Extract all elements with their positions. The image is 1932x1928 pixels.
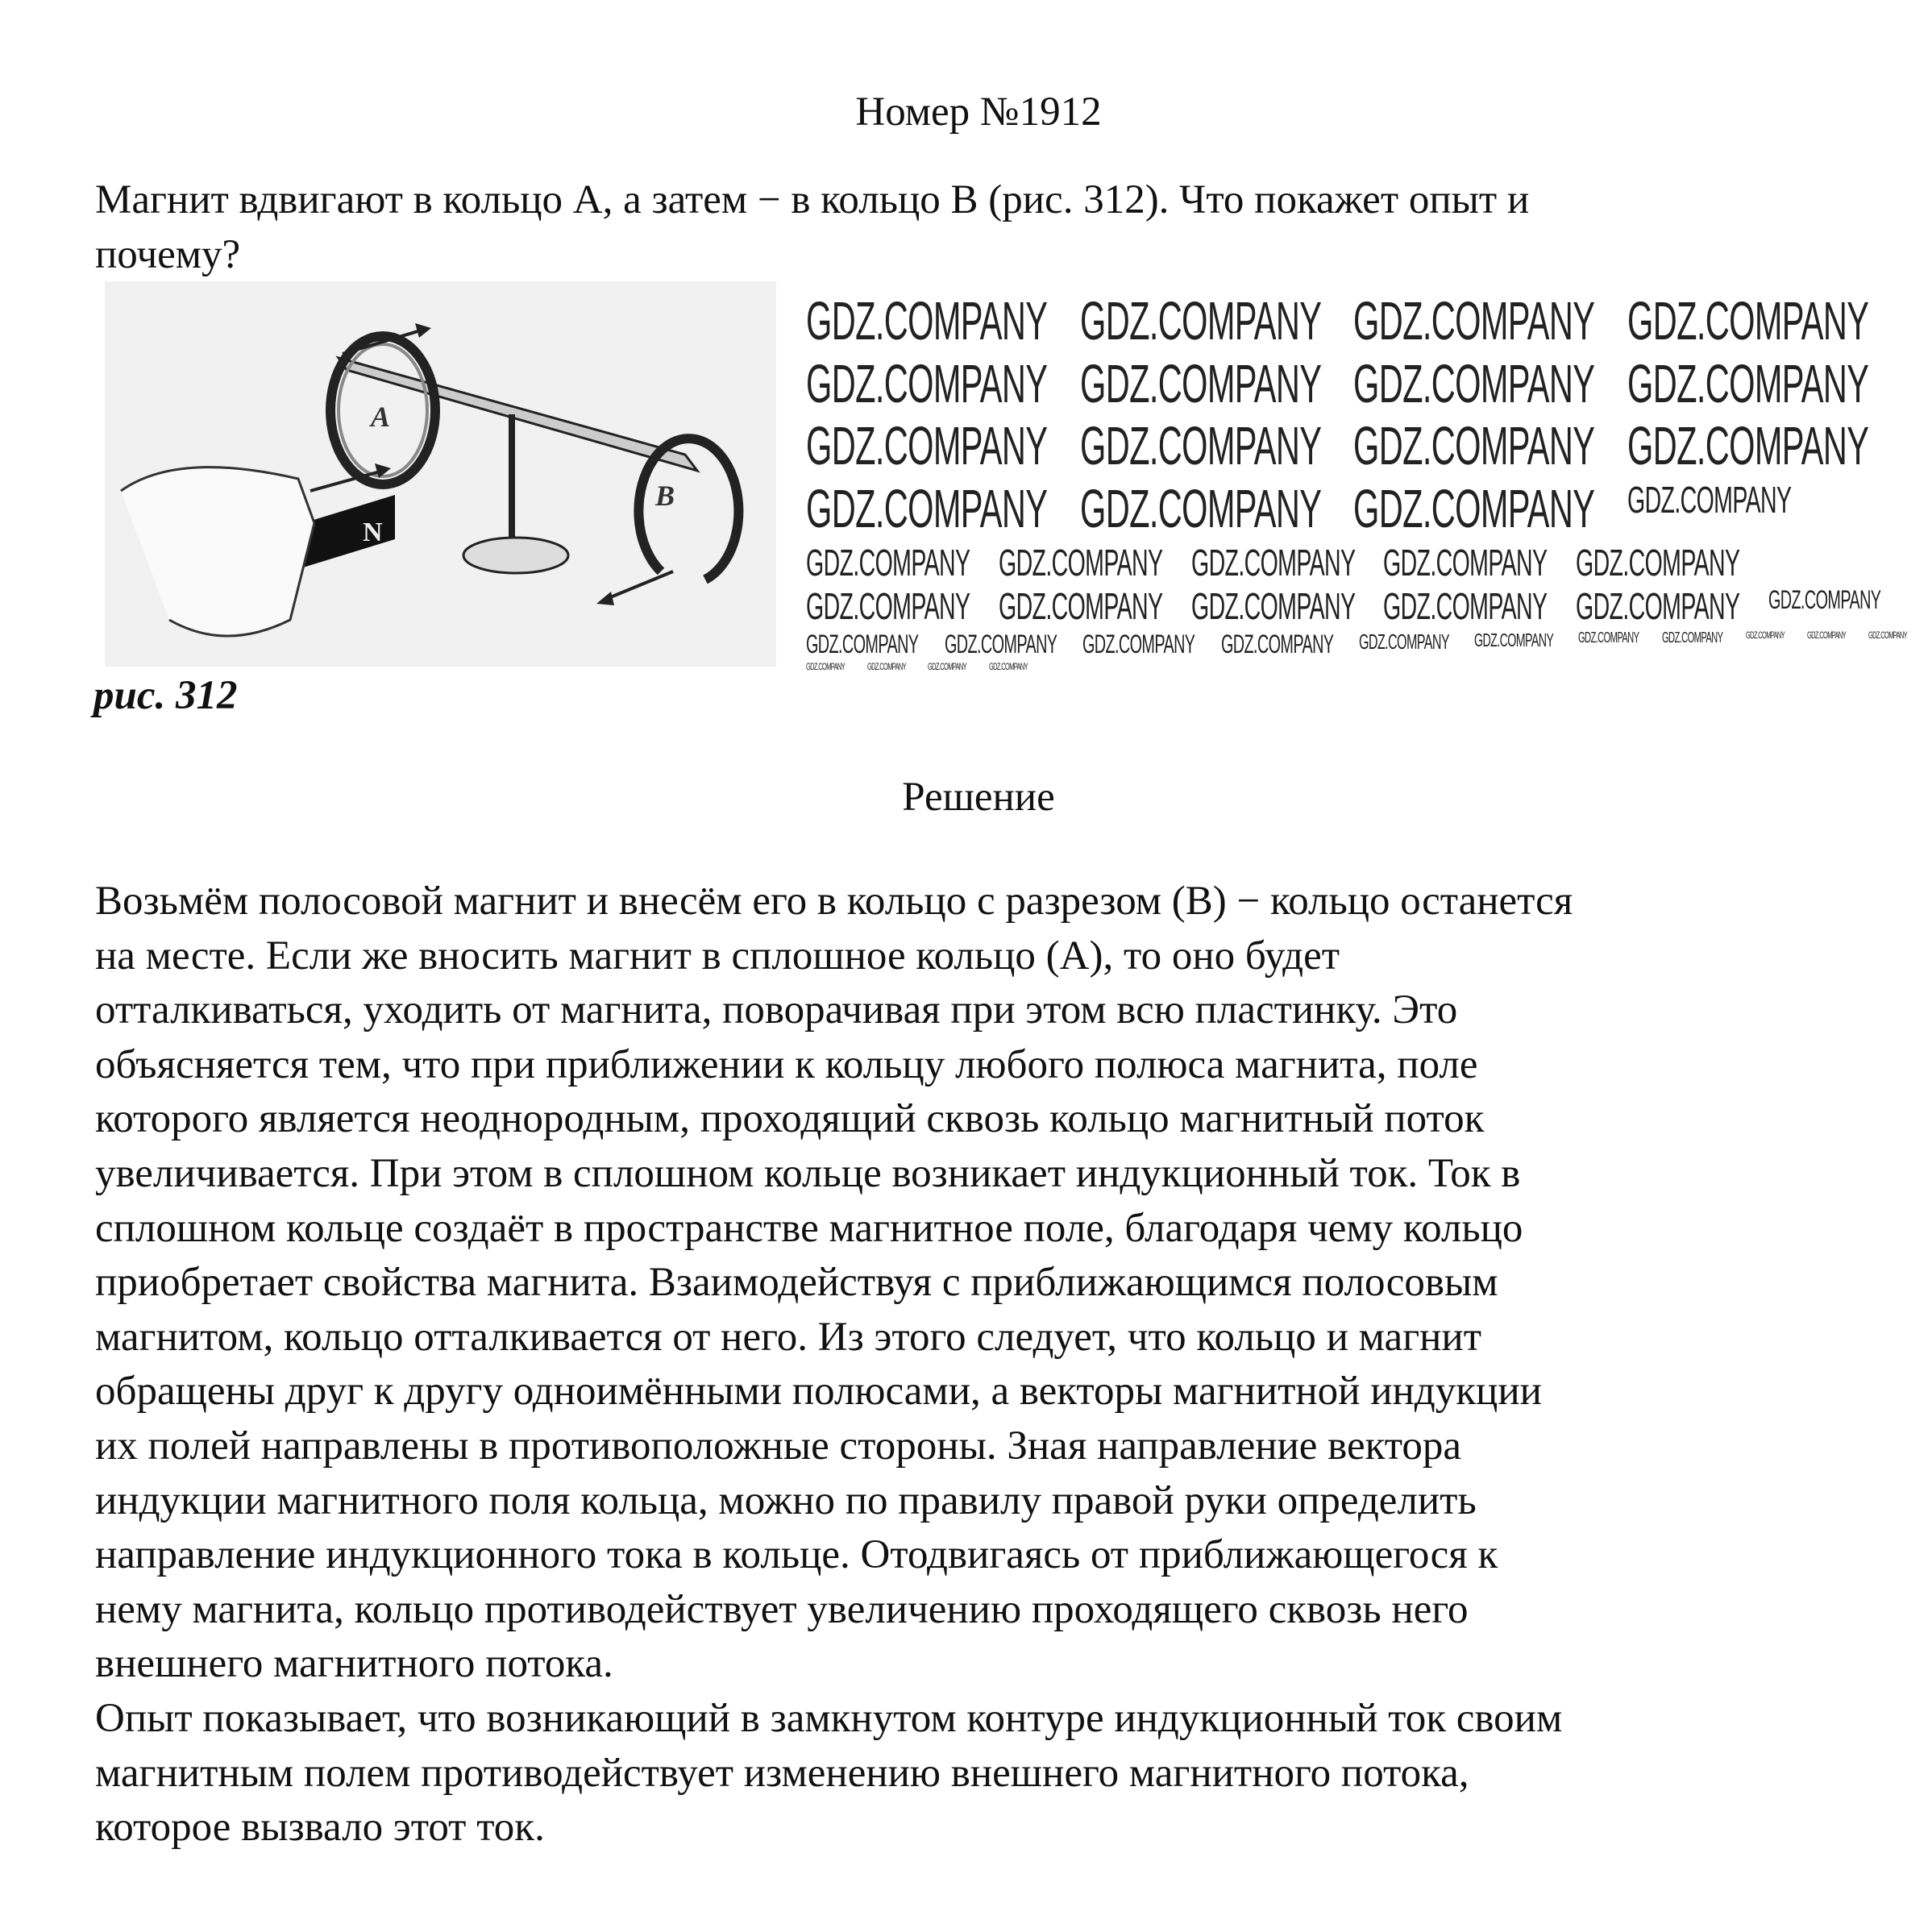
solution-line: обращены друг к другу одноимёнными полюсами, а векторы магнитной индукции [95, 1369, 1542, 1415]
watermark: GDZ.COMPANY [806, 353, 1048, 414]
watermark: GDZ.COMPANY [1661, 629, 1723, 646]
watermark: GDZ.COMPANY [1627, 416, 1869, 477]
solution-line: объясняется тем, что при приближении к кольцу любого полюса магнита, поле [95, 1041, 1478, 1087]
watermark: GDZ.COMPANY [806, 629, 919, 659]
watermark: GDZ.COMPANY [928, 661, 967, 673]
watermark: GDZ.COMPANY [806, 585, 970, 628]
watermark: GDZ.COMPANY [1079, 416, 1321, 477]
watermark: GDZ.COMPANY [1577, 629, 1639, 646]
solution-line: их полей направлены в противоположные стороны. Зная направление вектора [95, 1423, 1461, 1469]
figure-caption: рис. 312 [93, 673, 238, 718]
watermarks [806, 292, 1918, 751]
watermark: GDZ.COMPANY [988, 661, 1028, 673]
watermark: GDZ.COMPANY [1190, 541, 1355, 584]
watermark: GDZ.COMPANY [944, 629, 1057, 659]
solution-line: нему магнита, кольцо противодействует увеличению проходящего сквозь него [95, 1586, 1469, 1632]
question-line: Магнит вдвигают в кольцо А, а затем − в кольцо В (рис. 312). Что покажет опыт и [95, 177, 1530, 222]
watermark: GDZ.COMPANY [1868, 629, 1907, 641]
watermark: GDZ.COMPANY [1768, 585, 1881, 615]
ring-b-label: B [655, 480, 675, 512]
watermark: GDZ.COMPANY [998, 585, 1163, 628]
watermark: GDZ.COMPANY [806, 541, 970, 584]
watermark: GDZ.COMPANY [1079, 479, 1321, 540]
watermark: GDZ.COMPANY [1079, 353, 1321, 414]
solution-line: отталкиваться, уходить от магнита, поворачивая при этом всю пластинку. Это [95, 987, 1458, 1033]
solution-line: направление индукционного тока в кольце. Отодвигаясь от приближающегося к [95, 1532, 1498, 1578]
watermark: GDZ.COMPANY [1359, 629, 1450, 654]
watermark: GDZ.COMPANY [1079, 291, 1321, 351]
solution-line: Опыт показывает, что возникающий в замкнутом контуре индукционный ток своим [95, 1695, 1563, 1741]
solution-text [95, 875, 1573, 1855]
watermark: GDZ.COMPANY [806, 291, 1048, 351]
watermark: GDZ.COMPANY [1627, 479, 1792, 521]
watermark: GDZ.COMPANY [1082, 629, 1195, 659]
magnet-pole-label: N [363, 517, 383, 547]
watermark: GDZ.COMPANY [1806, 629, 1846, 641]
watermark: GDZ.COMPANY [806, 416, 1048, 477]
figure-ring-experiment [105, 281, 776, 667]
solution-heading: Решение [902, 775, 1055, 820]
watermark: GDZ.COMPANY [1627, 291, 1869, 351]
solution-line: внешнего магнитного потока. [95, 1641, 613, 1687]
solution-line: магнитным полем противодействует изменению внешнего магнитного потока, [95, 1750, 1469, 1796]
solution-line: которого является неоднородным, проходящий сквозь кольцо магнитный поток [95, 1096, 1485, 1142]
watermark: GDZ.COMPANY [1627, 353, 1869, 414]
problem-title: Номер №1912 [855, 89, 1102, 135]
watermark: GDZ.COMPANY [1746, 629, 1785, 641]
watermark: GDZ.COMPANY [806, 479, 1048, 540]
watermark: GDZ.COMPANY [1353, 353, 1595, 414]
solution-line: на месте. Если же вносить магнит в сплошное кольцо (А), то оно будет [95, 933, 1340, 979]
watermark: GDZ.COMPANY [998, 541, 1163, 584]
watermark: GDZ.COMPANY [1353, 479, 1595, 540]
solution-line: увеличивается. При этом в сплошном кольце возникает индукционный ток. Ток в [95, 1150, 1521, 1196]
watermark: GDZ.COMPANY [866, 661, 906, 673]
watermark: GDZ.COMPANY [1220, 629, 1334, 659]
watermark: GDZ.COMPANY [1383, 585, 1548, 628]
watermark: GDZ.COMPANY [1353, 291, 1595, 351]
solution-line: Возьмём полосовой магнит и внесём его в кольцо с разрезом (В) − кольцо останется [95, 879, 1573, 924]
watermark: GDZ.COMPANY [1383, 541, 1548, 584]
solution-line: сплошном кольце создаёт в пространстве магнитное поле, благодаря чему кольцо [95, 1205, 1523, 1251]
solution-line: которое вызвало этот ток. [95, 1805, 545, 1851]
watermark: GDZ.COMPANY [1353, 416, 1595, 477]
question-line: почему? [95, 231, 241, 277]
solution-line: магнитом, кольцо отталкивается от него. Из этого следует, что кольцо и магнит [95, 1314, 1481, 1360]
solution-line: приобретает свойства магнита. Взаимодействуя с приближающимся полосовым [95, 1260, 1498, 1306]
solution-line: индукции магнитного поля кольца, можно по правилу правой руки определить [95, 1477, 1477, 1523]
watermark: GDZ.COMPANY [1576, 541, 1740, 584]
ring-a-label: A [371, 401, 391, 433]
watermark: GDZ.COMPANY [1190, 585, 1355, 628]
watermark: GDZ.COMPANY [1474, 629, 1554, 650]
question-text [95, 173, 1529, 282]
watermark: GDZ.COMPANY [806, 661, 846, 673]
watermark: GDZ.COMPANY [1576, 585, 1740, 628]
